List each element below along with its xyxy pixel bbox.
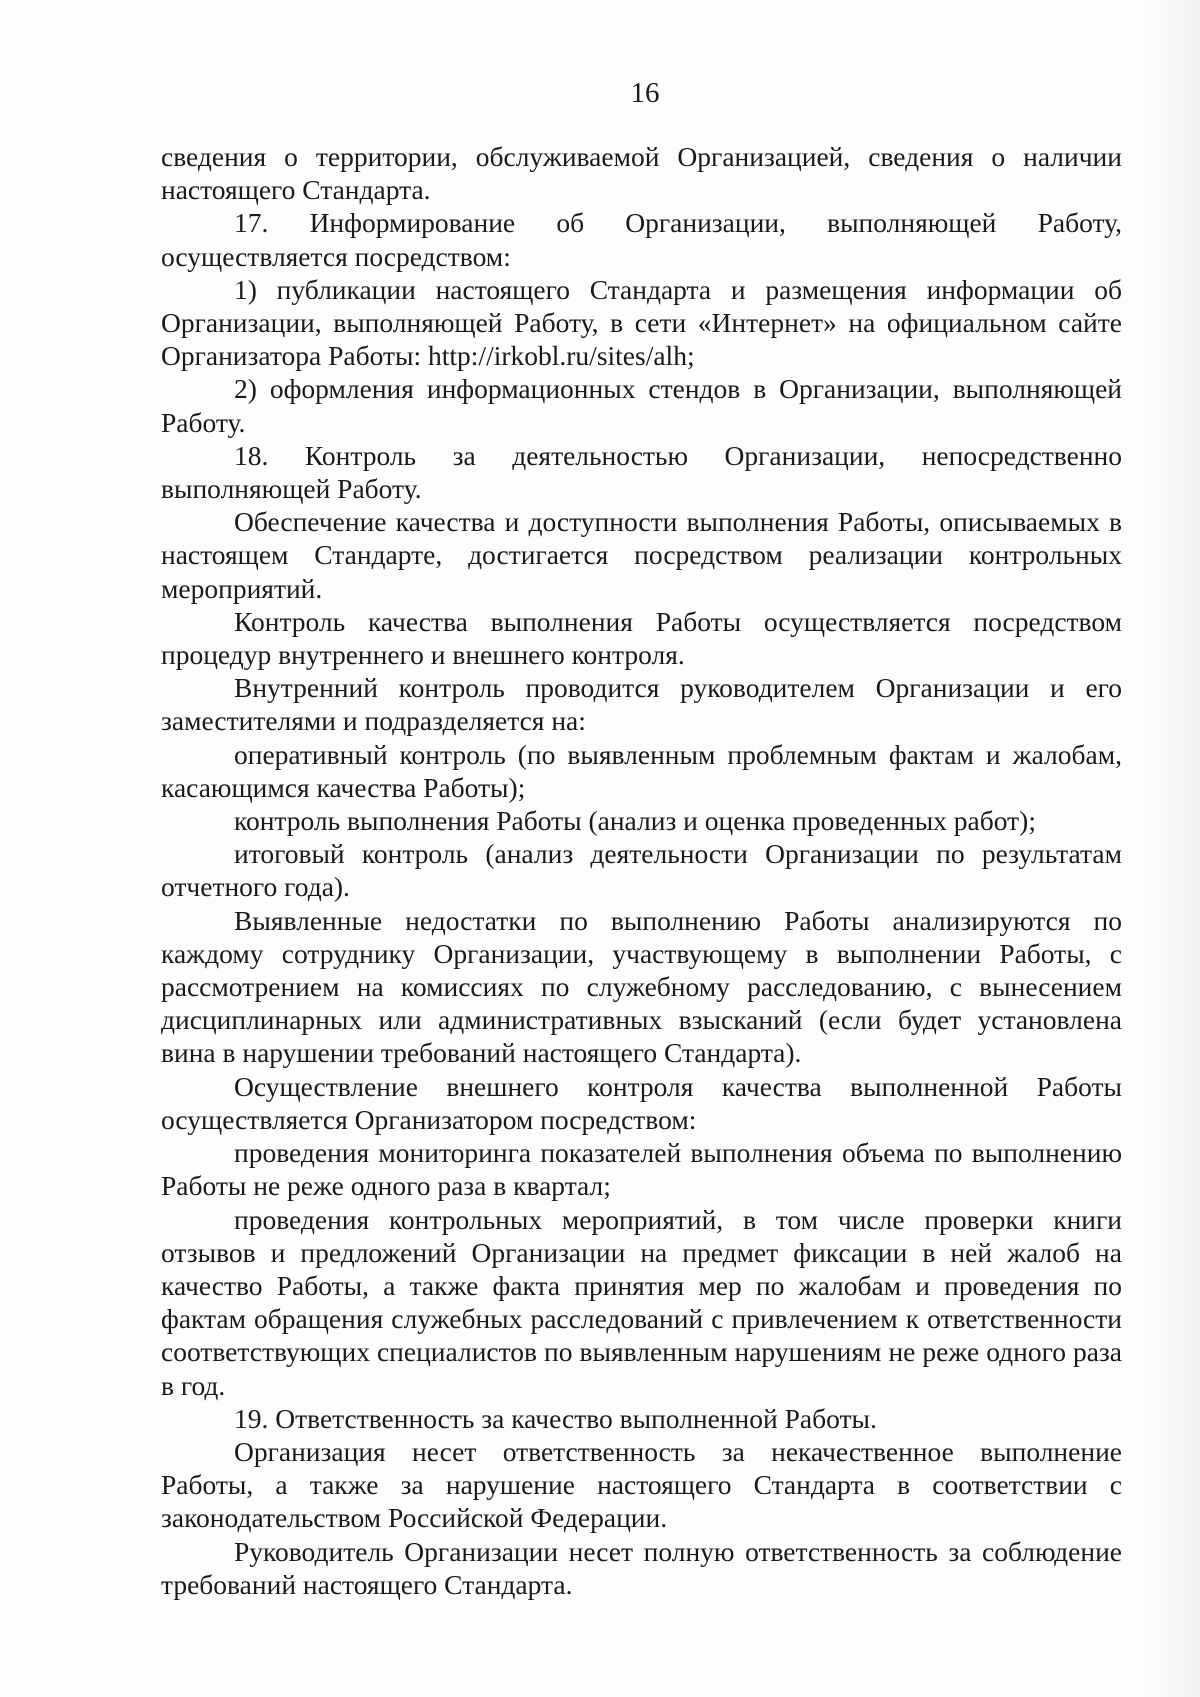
paragraph-item-17-2: 2) оформления информационных стендов в Организации, выполняющей Работу. [161, 373, 1122, 438]
paragraph-item-17-1: 1) публикации настоящего Стандарта и размещения информации об Организации, выполняющей Работу, в сети «Интернет» на официальном сайте Организатора Работы: http://irkobl.ru/sites/alh; [161, 273, 1122, 372]
paragraph-monitoring: проведения мониторинга показателей выполнения объема по выполнению Работы не реже одного раза в квартал; [161, 1137, 1122, 1202]
body-text [161, 140, 1122, 1601]
paragraph-deficiencies: Выявленные недостатки по выполнению Работы анализируются по каждому сотруднику Организации, участвующему в выполнении Работы, с рассмотрением на комиссиях по служебному расследованию, с вынесением дисциплинарных или административных взысканий (если будет установлена вина в нарушении требований настоящего Стандарта). [161, 904, 1122, 1069]
scan-edge-shading [1140, 0, 1200, 1697]
paragraph-quality-assurance: Обеспечение качества и доступности выполнения Работы, описываемых в настоящем Стандарте, достигается посредством реализации контрольных мероприятий. [161, 506, 1122, 604]
paragraph-organization-responsibility: Организация несет ответственность за некачественное выполнение Работы, а также за нарушение настоящего Стандарта в соответствии с законодательством Российской Федерации. [161, 1435, 1122, 1534]
paragraph-item-18: 18. Контроль за деятельностью Организации, непосредственно выполняющей Работу. [161, 439, 1122, 505]
paragraph-quality-control: Контроль качества выполнения Работы осуществляется посредством процедур внутреннего и внешнего контроля. [161, 605, 1122, 671]
paragraph-head-responsibility: Руководитель Организации несет полную ответственность за соблюдение требований настоящего Стандарта. [161, 1535, 1122, 1600]
page-number: 16 [630, 77, 660, 109]
paragraph-external-control: Осуществление внешнего контроля качества выполненной Работы осуществляется Организатором посредством: [161, 1070, 1122, 1135]
paragraph-item-19: 19. Ответственность за качество выполненной Работы. [234, 1402, 877, 1434]
paragraph-item-17: 17. Информирование об Организации, выполняющей Работу, осуществляется посредством: [161, 207, 1122, 272]
paragraph-internal-control: Внутренний контроль проводится руководителем Организации и его заместителями и подразделяется на: [161, 672, 1122, 737]
paragraph-execution-control: контроль выполнения Работы (анализ и оценка проведенных работ); [234, 805, 1036, 837]
paragraph-control-measures: проведения контрольных мероприятий, в том числе проверки книги отзывов и предложений Организации на предмет фиксации в ней жалоб на качество Работы, а также факта принятия мер по жалобам и проведения по фактам обращения служебных расследований с привлечением к ответственности соответствующих специалистов по выявленным нарушениям не реже одного раза в год. [161, 1203, 1122, 1401]
paragraph-operative-control: оперативный контроль (по выявленным проблемным фактам и жалобам, касающимся качества Работы); [161, 738, 1122, 803]
paragraph-territory-info: сведения о территории, обслуживаемой Организацией, сведения о наличии настоящего Стандарта. [161, 141, 1122, 206]
paragraph-final-control: итоговый контроль (анализ деятельности Организации по результатам отчетного года). [161, 838, 1122, 903]
